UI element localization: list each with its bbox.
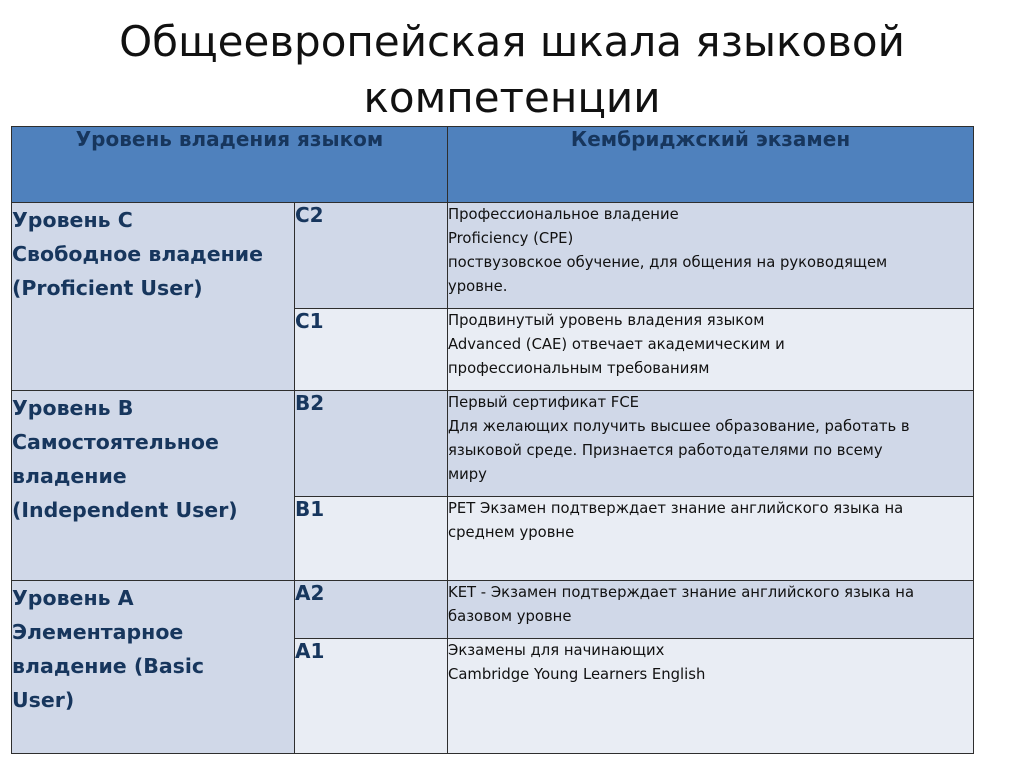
table-header-row [12,127,974,203]
desc-cell [448,309,974,391]
level-cell-a [12,581,295,754]
level-line: User) [12,688,75,712]
header-exam: Кембриджский экзамен [448,127,974,203]
level-cell-c [12,203,295,391]
code-cell: А2 [295,581,448,639]
title-line-2: компетенции [363,73,661,122]
desc-line: поствузовское обучение, для общения на руководящем [448,254,888,271]
desc-cell [448,203,974,309]
cefr-table [11,126,974,754]
table-row [12,581,974,639]
level-line: Свободное владение [12,242,264,266]
slide-title [0,14,1024,126]
desc-cell [448,391,974,497]
level-line: владение (Basic [12,654,205,678]
level-line: Уровень В [12,396,134,420]
desc-line: среднем уровне [448,524,575,541]
desc-line: Продвинутый уровень владения языком [448,312,765,329]
desc-line: Cambridge Young Learners English [448,666,706,683]
level-line: Уровень С [12,208,133,232]
level-line: Элементарное [12,620,184,644]
desc-line: профессиональным требованиям [448,360,710,377]
level-cell-b [12,391,295,581]
desc-line: KET - Экзамен подтверждает знание английского языка на [448,584,915,601]
desc-line: языковой среде. Признается работодателями по всему [448,442,883,459]
desc-cell [448,639,974,754]
title-line-1: Общеевропейская шкала языковой [119,17,905,66]
level-line: (Independent User) [12,498,238,522]
header-level: Уровень владения языком [12,127,448,203]
desc-line: Advanced (CAE) отвечает академическим и [448,336,785,353]
level-line: владение [12,464,127,488]
desc-line: Первый сертификат FCE [448,394,640,411]
table-row [12,391,974,497]
desc-line: Для желающих получить высшее образование, работать в [448,418,910,435]
desc-line: уровне. [448,278,508,295]
desc-line: PET Экзамен подтверждает знание английского языка на [448,500,904,517]
level-line: Самостоятельное [12,430,219,454]
code-cell: С1 [295,309,448,391]
level-line: (Proficient User) [12,276,203,300]
desc-line: миру [448,466,487,483]
desc-line: Экзамены для начинающих [448,642,665,659]
table-row [12,203,974,309]
desc-cell [448,581,974,639]
code-cell: А1 [295,639,448,754]
desc-line: базовом уровне [448,608,572,625]
desc-cell [448,497,974,581]
level-line: Уровень А [12,586,134,610]
desc-line: Proficiency (CPE) [448,230,574,247]
code-cell: В1 [295,497,448,581]
code-cell: С2 [295,203,448,309]
code-cell: В2 [295,391,448,497]
desc-line: Профессиональное владение [448,206,679,223]
